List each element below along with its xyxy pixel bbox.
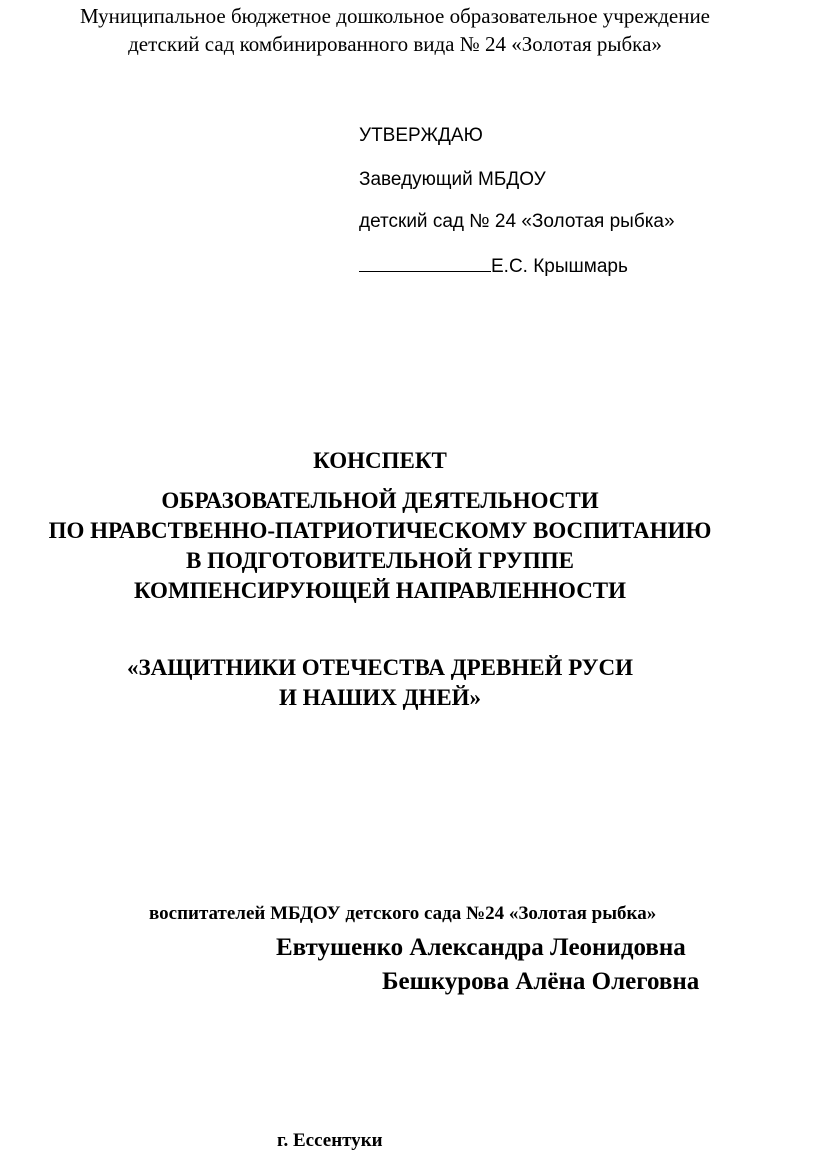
approval-organization: детский сад № 24 «Золотая рыбка» xyxy=(359,211,675,232)
authors-intro: воспитателей МБДОУ детского сада №24 «Золотая рыбка» xyxy=(149,903,657,924)
institution-name-line1: Муниципальное бюджетное дошкольное образовательное учреждение xyxy=(80,4,710,28)
approval-signature-line xyxy=(359,253,628,279)
signature-blank xyxy=(359,253,491,272)
approval-signatory: Е.С. Крышмарь xyxy=(491,256,628,277)
document-heading: КОНСПЕКТ xyxy=(313,448,447,473)
author-name-1: Евтушенко Александра Леонидовна xyxy=(276,934,686,961)
approval-stamp: УТВЕРЖДАЮ xyxy=(359,125,483,146)
institution-header xyxy=(0,2,790,58)
title-line-3: В ПОДГОТОВИТЕЛЬНОЙ ГРУППЕ xyxy=(186,548,574,573)
document-title xyxy=(0,486,760,606)
theme-line-2: И НАШИХ ДНЕЙ» xyxy=(278,685,482,710)
institution-name-line2: детский сад комбинированного вида № 24 «Золотая рыбка» xyxy=(128,32,662,56)
theme-line-1: «ЗАЩИТНИКИ ОТЕЧЕСТВА ДРЕВНЕЙ РУСИ xyxy=(126,655,634,680)
title-line-2: ПО НРАВСТВЕННО-ПАТРИОТИЧЕСКОМУ ВОСПИТАНИЮ xyxy=(48,518,712,543)
approval-position: Заведующий МБДОУ xyxy=(359,169,546,190)
author-name-2: Бешкурова Алёна Олеговна xyxy=(382,968,700,995)
city-name: г. Ессентуки xyxy=(277,1130,383,1151)
lesson-theme xyxy=(0,653,760,713)
title-line-4: КОМПЕНСИРУЮЩЕЙ НАПРАВЛЕННОСТИ xyxy=(133,578,627,603)
title-line-1: ОБРАЗОВАТЕЛЬНОЙ ДЕЯТЕЛЬНОСТИ xyxy=(161,488,599,513)
